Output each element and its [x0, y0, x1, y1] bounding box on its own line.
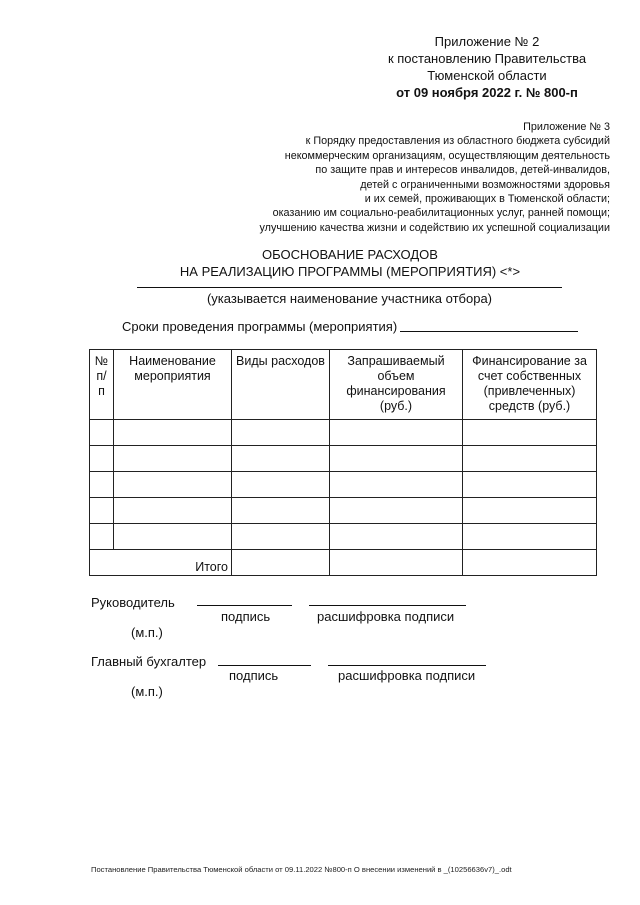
appendix3-block	[200, 120, 610, 235]
col-header-requested-amount: Запрашиваемый объем финансирования (руб.)	[330, 350, 463, 420]
table-row	[90, 446, 597, 472]
total-label: Итого	[90, 550, 232, 576]
col-header-own-funding: Финансирование за счет собственных (привлеченных) средств (руб.)	[463, 350, 597, 420]
table-cell[interactable]	[232, 420, 330, 446]
table-cell[interactable]	[90, 498, 114, 524]
table-cell[interactable]	[330, 446, 463, 472]
table-cell[interactable]	[90, 446, 114, 472]
table-cell[interactable]	[114, 472, 232, 498]
chief-decode-caption: расшифровка подписи	[338, 668, 476, 683]
table-cell[interactable]	[330, 498, 463, 524]
appendix2-line1: Приложение № 2	[434, 34, 540, 49]
chief-decode-line[interactable]	[328, 665, 486, 666]
appendix2-line4: от 09 ноября 2022 г. № 800-п	[396, 85, 578, 100]
expenses-table	[89, 349, 597, 576]
table-cell[interactable]	[330, 524, 463, 550]
appendix3-line: детей с ограниченными возможностями здоровья	[360, 178, 610, 191]
table-cell[interactable]	[330, 420, 463, 446]
table-cell[interactable]	[114, 420, 232, 446]
appendix3-line: оказанию им социально-реабилитационных услуг, ранней помощи;	[272, 207, 610, 220]
table-row	[90, 524, 597, 550]
head-sign-line[interactable]	[197, 605, 292, 606]
col-header-event-name: Наименование мероприятия	[114, 350, 232, 420]
chief-accountant-label: Главный бухгалтер	[91, 654, 207, 669]
table-cell[interactable]	[114, 498, 232, 524]
table-header-row	[90, 350, 597, 420]
table-row	[90, 498, 597, 524]
table-cell[interactable]	[463, 420, 597, 446]
title-line2: НА РЕАЛИЗАЦИЮ ПРОГРАММЫ (МЕРОПРИЯТИЯ) <*>	[179, 264, 521, 279]
participant-name-line[interactable]	[137, 287, 562, 288]
table-cell[interactable]	[330, 472, 463, 498]
table-cell[interactable]	[114, 446, 232, 472]
page-footer: Постановление Правительства Тюменской области от 09.11.2022 №800-п О внесении изменений в _(10256636v7)_.odt	[91, 865, 512, 874]
participant-hint: (указывается наименование участника отбора)	[206, 291, 493, 306]
table-cell[interactable]	[90, 420, 114, 446]
timing-label: Сроки проведения программы (мероприятия)	[122, 319, 398, 334]
head-decode-line[interactable]	[309, 605, 466, 606]
table-cell[interactable]	[90, 524, 114, 550]
head-sign-caption: подпись	[221, 609, 271, 624]
col-header-number: № п/ п	[90, 350, 114, 420]
table-cell[interactable]	[463, 524, 597, 550]
appendix3-line: по защите прав и интересов инвалидов, детей-инвалидов,	[315, 164, 610, 177]
total-cell[interactable]	[232, 550, 330, 576]
table-total-row	[90, 550, 597, 576]
total-cell[interactable]	[463, 550, 597, 576]
table-cell[interactable]	[232, 498, 330, 524]
appendix3-line: некоммерческим организациям, осуществляющим деятельность	[284, 149, 610, 162]
total-cell[interactable]	[330, 550, 463, 576]
appendix3-line: улучшению качества жизни и содействию их успешной социализации	[259, 221, 610, 234]
table-row	[90, 420, 597, 446]
appendix3-line: Приложение № 3	[523, 121, 610, 133]
table-cell[interactable]	[232, 524, 330, 550]
table-cell[interactable]	[232, 446, 330, 472]
appendix2-line2: к постановлению Правительства	[387, 51, 587, 66]
table-cell[interactable]	[463, 472, 597, 498]
table-cell[interactable]	[90, 472, 114, 498]
col-header-expense-types: Виды расходов	[232, 350, 330, 420]
appendix3-line: к Порядку предоставления из областного бюджета субсидий	[305, 135, 610, 148]
chief-stamp: (м.п.)	[131, 684, 163, 699]
appendix2-block	[360, 33, 614, 101]
appendix2-line3: Тюменской области	[427, 68, 547, 83]
appendix3-line: и их семей, проживающих в Тюменской области;	[364, 193, 610, 206]
table-row	[90, 472, 597, 498]
head-stamp: (м.п.)	[131, 625, 163, 640]
table-cell[interactable]	[114, 524, 232, 550]
title-line1: ОБОСНОВАНИЕ РАСХОДОВ	[262, 247, 438, 262]
table-cell[interactable]	[463, 498, 597, 524]
table-cell[interactable]	[232, 472, 330, 498]
head-label: Руководитель	[91, 595, 175, 610]
chief-sign-caption: подпись	[229, 668, 279, 683]
document-title	[100, 246, 600, 280]
timing-input-line[interactable]	[400, 331, 578, 332]
head-decode-caption: расшифровка подписи	[317, 609, 455, 624]
chief-sign-line[interactable]	[218, 665, 311, 666]
table-cell[interactable]	[463, 446, 597, 472]
